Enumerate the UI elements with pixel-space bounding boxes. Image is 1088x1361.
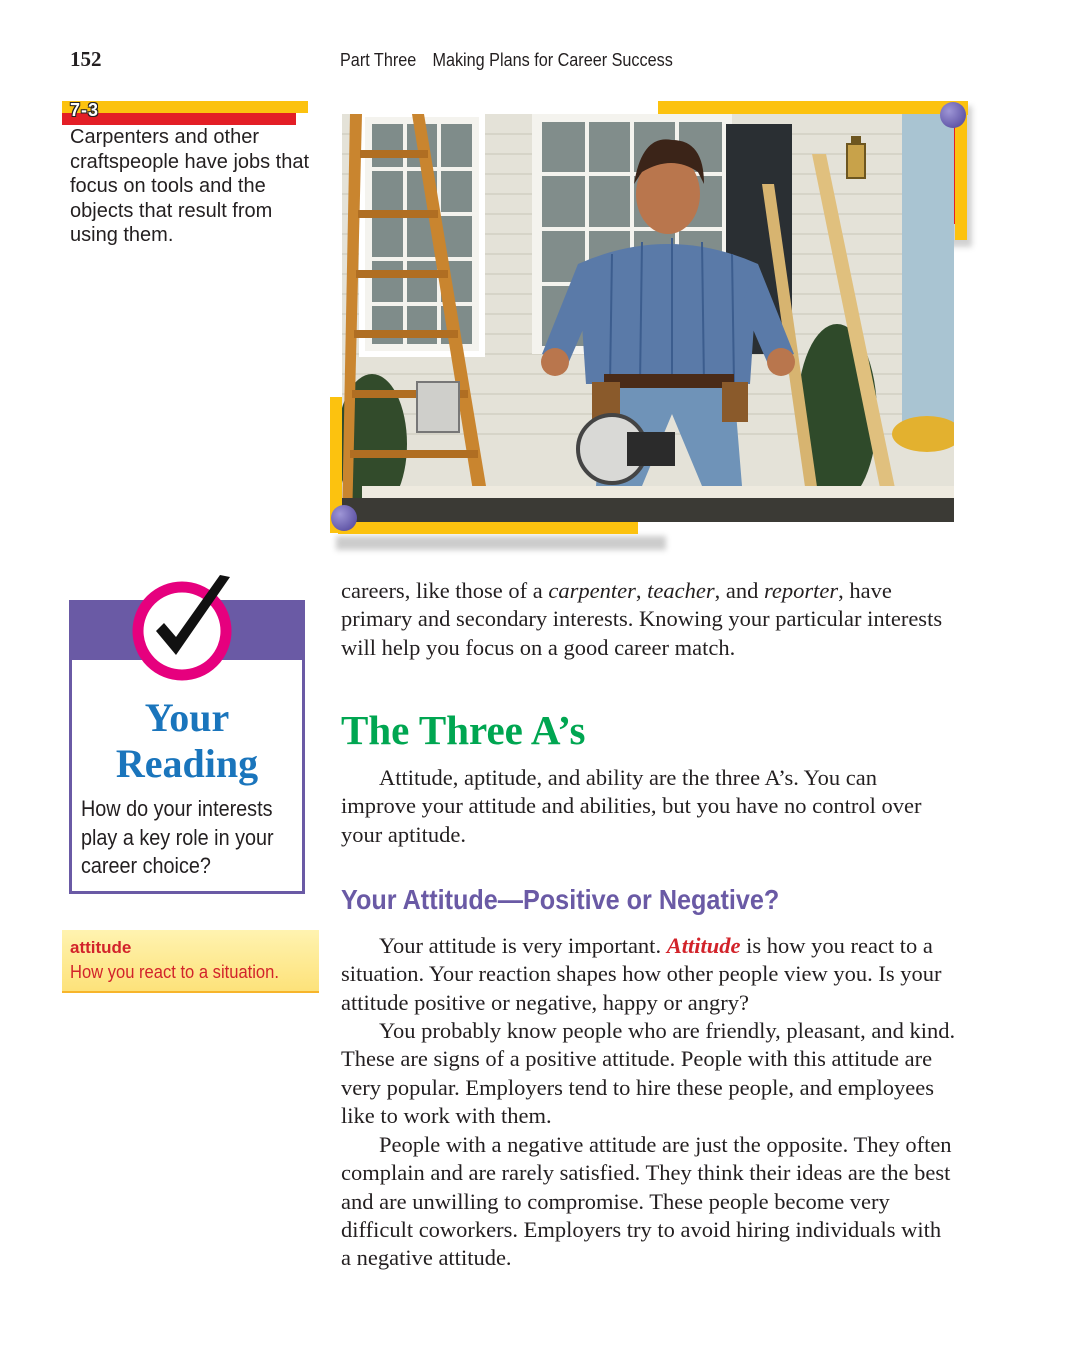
intro-text: careers, like those of a — [341, 578, 549, 603]
vocab-term: attitude — [70, 938, 132, 957]
key-term-attitude: Attitude — [666, 933, 741, 958]
intro-text: , — [635, 578, 648, 603]
frame-bar-top-yellow — [658, 101, 968, 115]
running-head-part: Part Three — [340, 50, 417, 70]
attitude-paragraph-3: People with a negative attitude are just the opposite. They often complain and are rarely satisfied. They think their ideas are the best and are unwilling to compromise. These people become very difficult coworkers. Employers try to avoid hiring individuals with a negative attitude. — [341, 1132, 952, 1271]
intro-term-teacher: teacher — [647, 578, 715, 603]
check-box-title-line2: Reading — [115, 741, 259, 786]
frame-dot-top-right — [940, 102, 966, 128]
attitude-paragraph-2: You probably know people who are friendly, pleasant, and kind. These are signs of a positive attitude. People with this attitude are very popular. Employers tend to hire these people, and employees like to work with them. — [341, 1018, 956, 1128]
running-head — [340, 50, 673, 71]
intro-text: , have primary and secondary interests. Knowing your particular interests will help you focus on a good career match. — [341, 578, 943, 660]
paint-can — [417, 382, 459, 432]
frame-shadow-bottom — [336, 536, 666, 550]
check-mark-icon — [132, 571, 242, 681]
frame-bar-right-yellow — [955, 112, 967, 240]
frame-dot-bottom-left — [331, 505, 357, 531]
figure-number: 7-3 — [70, 100, 100, 120]
frame-bar-bottom-yellow — [338, 522, 638, 534]
attitude-paragraph-1 — [341, 932, 956, 1017]
intro-term-reporter: reporter — [763, 578, 839, 603]
paragraph-text: is how you react to a situation. Your reaction shapes how other people view you. Is your attitude positive or negative, happy or angry? — [341, 933, 942, 1015]
intro-paragraph — [341, 577, 956, 662]
door — [902, 114, 954, 444]
vocab-definition: How you react to a situation. — [70, 962, 279, 982]
paragraph-text: Your attitude is very important. — [379, 933, 667, 958]
figure-caption: Carpenters and other craftspeople have jobs that focus on tools and the objects that result from using them. — [70, 126, 310, 246]
carpenter-illustration — [342, 114, 954, 522]
check-box-title — [69, 695, 305, 787]
three-as-paragraph: Attitude, aptitude, and ability are the three A’s. You can improve your attitude and abilities, but you have no control over your aptitude. — [341, 765, 922, 847]
running-head-title: Making Plans for Career Success — [432, 50, 673, 70]
porch — [342, 498, 954, 522]
check-box-title-line1: Your — [144, 695, 230, 740]
section-heading: The Three A’s — [341, 707, 586, 753]
intro-text: , and — [714, 578, 764, 603]
plank — [362, 486, 954, 498]
carpenter-photo — [342, 114, 954, 522]
intro-term-carpenter: carpenter — [548, 578, 636, 603]
subsection-heading: Your Attitude—Positive or Negative? — [341, 884, 780, 915]
check-box-question: How do your interests play a key role in your career choice? — [81, 796, 274, 878]
page-number: 152 — [70, 47, 102, 71]
